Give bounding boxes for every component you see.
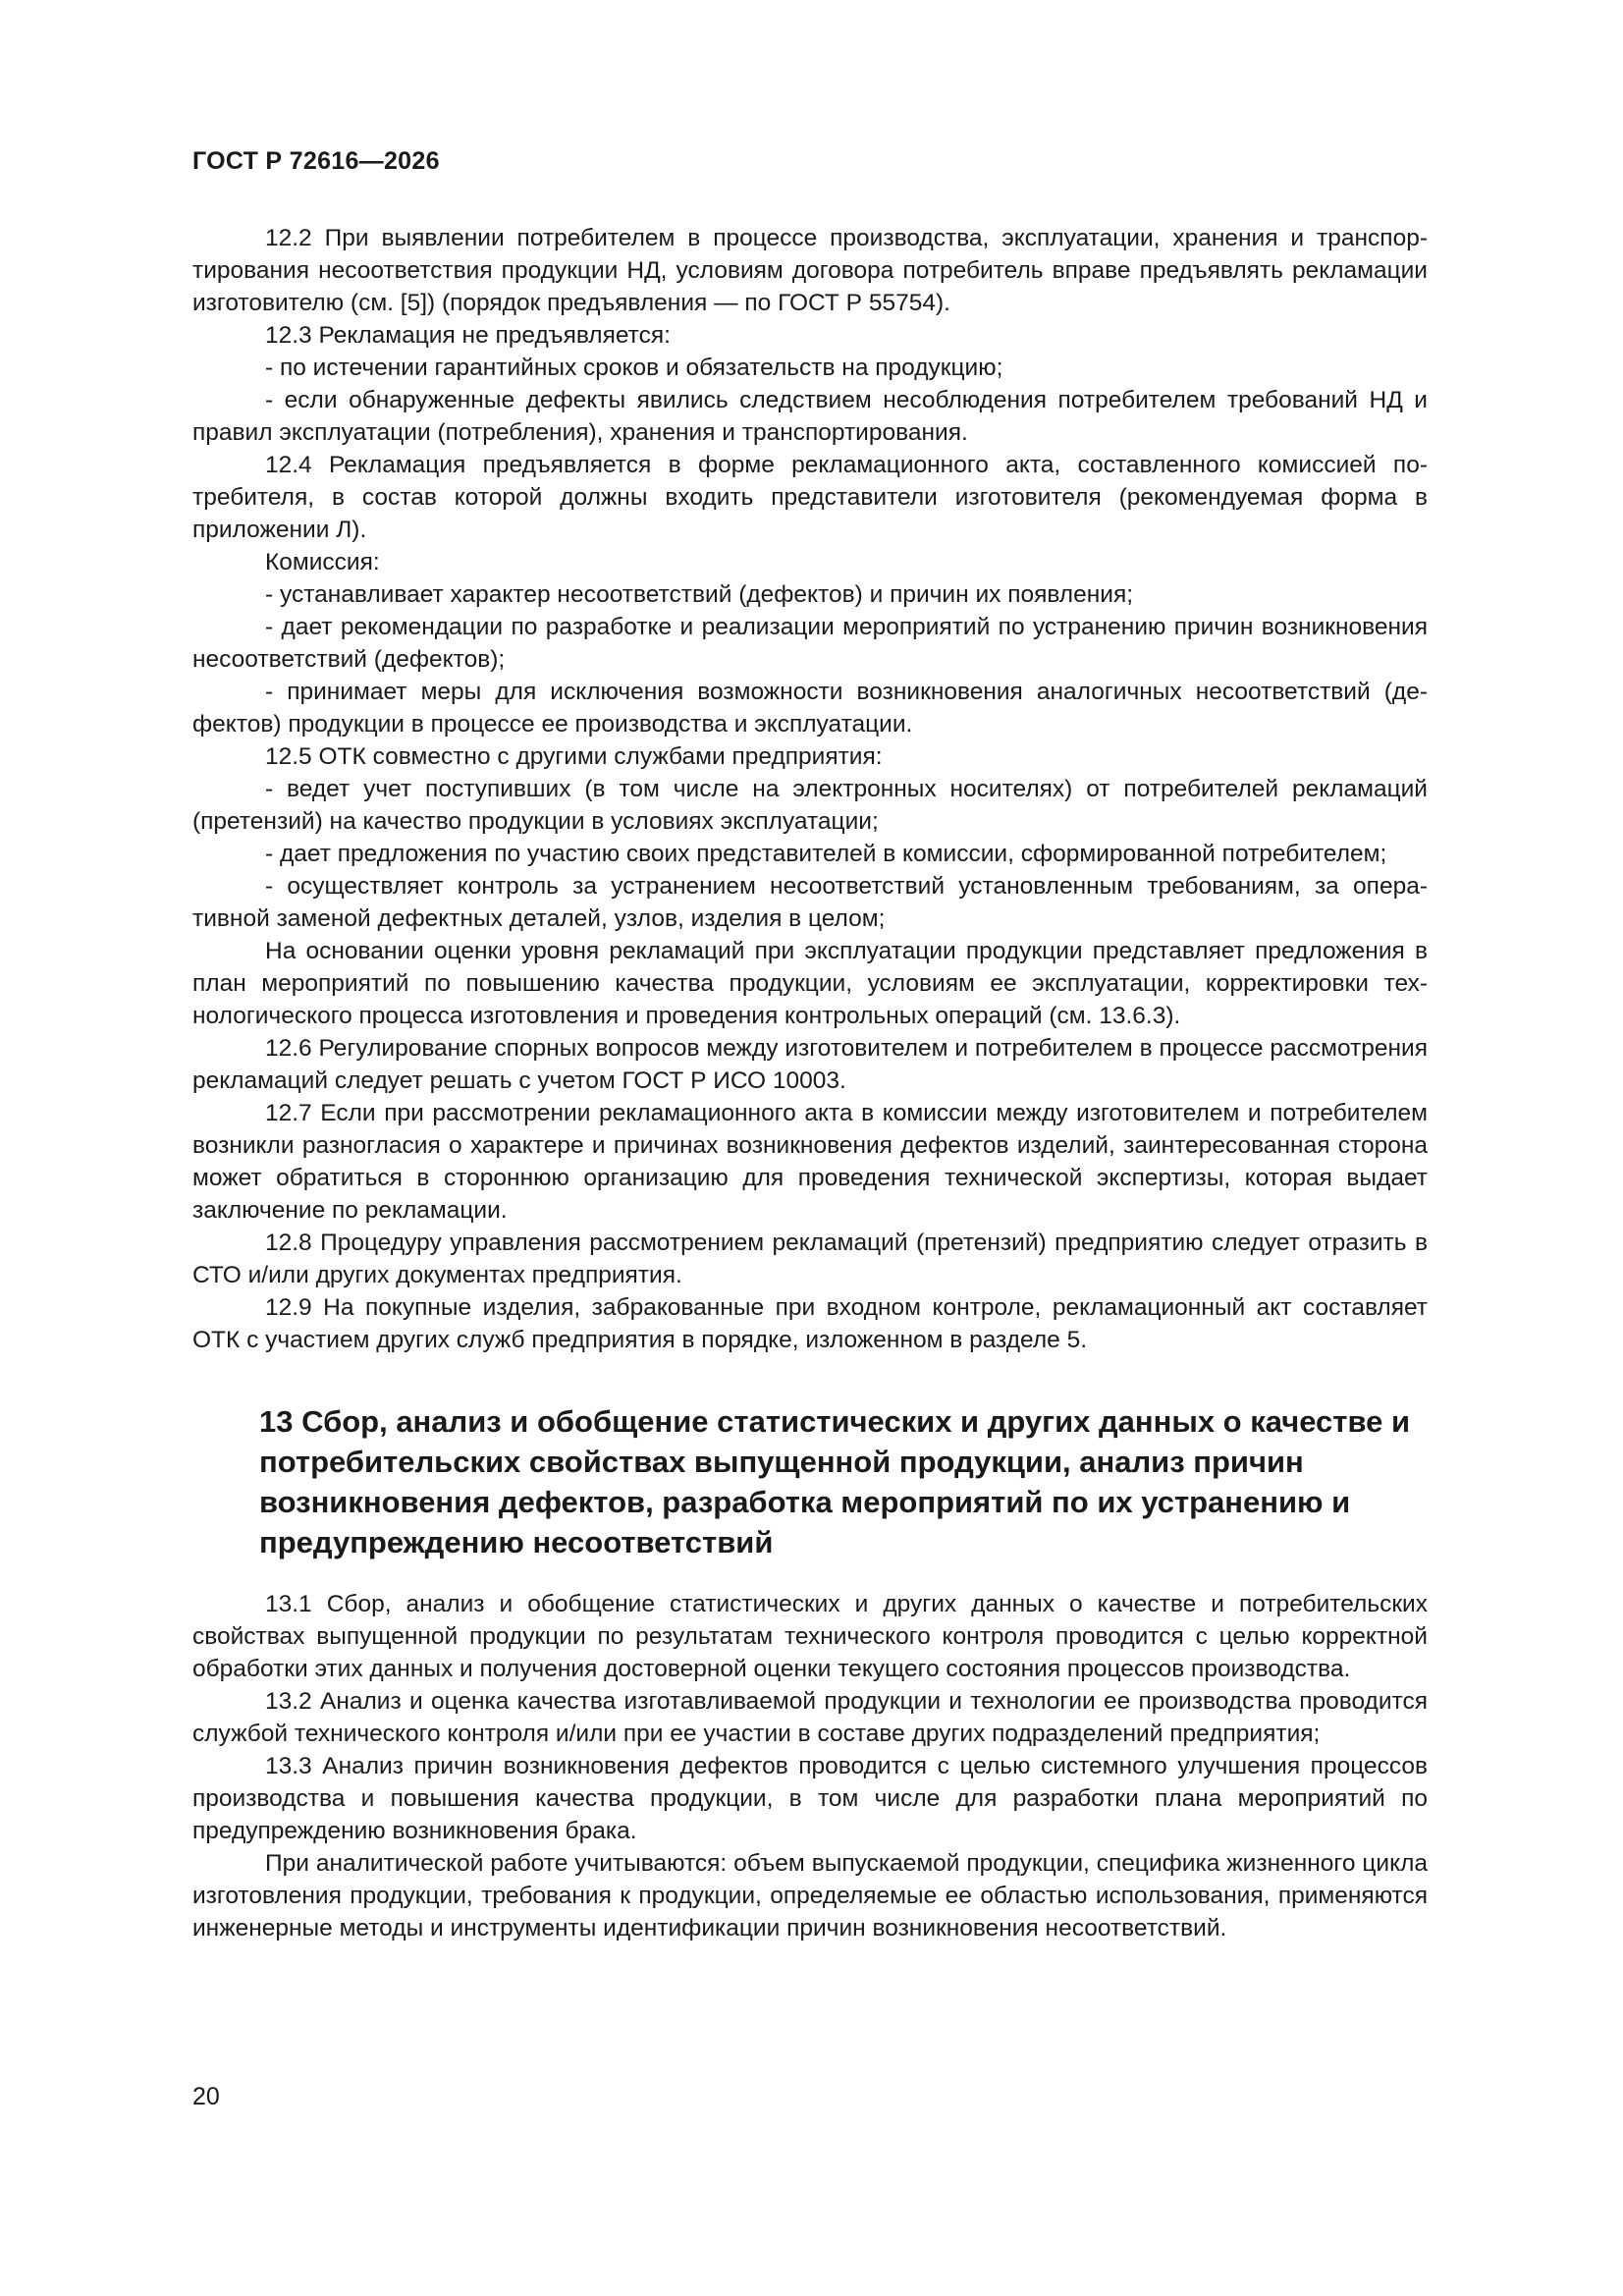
paragraph-12-4: 12.4 Рекламация предъявляется в форме рекламационного акта, составленного комиссией потребителя, в состав которой должны входить представители изготовителя (рекомендуемая форма в приложении Л).: [192, 452, 1428, 543]
paragraph-12-5: 12.5 ОТК совместно с другими службами предприятия:: [265, 743, 883, 770]
page-number: 20: [192, 2083, 220, 2110]
list-item: - осуществляет контроль за устранением несоответствий установленным требованиям, за оперативной заменой дефектных деталей, узлов, изделия в целом;: [192, 873, 1428, 932]
paragraph: На основании оценки уровня рекламаций при эксплуатации продукции представляет предложения в план мероприятий по повышению качества продукции, условиям ее эксплуатации, корректировки технологического процесса изготовления и проведения контрольных операций (см. 13.6.3).: [192, 938, 1428, 1029]
list-item: - по истечении гарантийных сроков и обязательств на продукцию;: [265, 355, 1003, 381]
paragraph-12-6: 12.6 Регулирование спорных вопросов между изготовителем и потребителем в процессе рассмотрения рекламаций следует решать с учетом ГОСТ Р ИСО 10003.: [192, 1035, 1428, 1094]
page-body: [192, 222, 1428, 1944]
section-13-heading: 13 Сбор, анализ и обобщение статистических и других данных о качестве и потребительских свойствах выпущенной продукции, анализ причин возникновения дефектов, разработка мероприятий по их устранению и предупреждению несоответствий: [259, 1404, 1411, 1559]
paragraph-13-2: 13.2 Анализ и оценка качества изготавливаемой продукции и технологии ее производства проводится службой технического контроля и/или при ее участии в составе других подразделений предприятия;: [192, 1688, 1428, 1747]
paragraph-13-3: 13.3 Анализ причин возникновения дефектов проводится с целью системного улучшения процессов производства и повышения качества продукции, в том числе для разработки плана мероприятий по предупреждению возникновения брака.: [192, 1753, 1428, 1844]
paragraph-12-3: 12.3 Рекламация не предъявляется:: [265, 322, 671, 349]
list-item: - принимает меры для исключения возможности возникновения аналогичных несоответствий (дефектов) продукции в процессе ее производства и эксплуатации.: [192, 679, 1428, 738]
paragraph-13-1: 13.1 Сбор, анализ и обобщение статистических и других данных о качестве и потребительских свойствах выпущенной продукции по результатам технического контроля проводится с целью корректной обработки этих данных и получения достоверной оценки текущего состояния процессов производства.: [192, 1591, 1428, 1682]
paragraph-12-8: 12.8 Процедуру управления рассмотрением рекламаций (претензий) предприятию следует отразить в СТО и/или других документах предприятия.: [192, 1230, 1428, 1288]
list-item: - дает рекомендации по разработке и реализации мероприятий по устранению причин возникновения несоответствий (дефектов);: [192, 614, 1428, 673]
paragraph-12-2: 12.2 При выявлении потребителем в процессе производства, эксплуатации, хранения и транспортирования несоответствия продукции НД, условиям договора потребитель вправе предъявлять рекламации изготовителю (см. [5]) (порядок предъявления — по ГОСТ Р 55754).: [192, 225, 1428, 316]
list-item: - устанавливает характер несоответствий (дефектов) и причин их появления;: [265, 581, 1134, 608]
list-item: - дает предложения по участию своих представителей в комиссии, сформированной потребителем;: [265, 841, 1387, 867]
list-item: - ведет учет поступивших (в том числе на электронных носителях) от потребителей рекламаций (претензий) на качество продукции в условиях эксплуатации;: [192, 776, 1428, 835]
document-header: ГОСТ Р 72616—2026: [192, 147, 440, 175]
commission-label: Комиссия:: [265, 549, 380, 575]
paragraph: При аналитической работе учитываются: объем выпускаемой продукции, специфика жизненного цикла изготовления продукции, требования к продукции, определяемые ее областью использования, применяются инженерные методы и инструменты идентификации причин возникновения несоответствий.: [192, 1850, 1428, 1941]
list-item: - если обнаруженные дефекты явились следствием несоблюдения потребителем требований НД и правил эксплуатации (потребления), хранения и транспортирования.: [192, 387, 1428, 446]
paragraph-12-7: 12.7 Если при рассмотрении рекламационного акта в комиссии между изготовителем и потребителем возникли разногласия о характере и причинах возникновения дефектов изделий, заинтересованная сторона может обратиться в стороннюю организацию для проведения технической экспертизы, которая выдает заключение по рекламации.: [192, 1100, 1428, 1224]
paragraph-12-9: 12.9 На покупные изделия, забракованные при входном контроле, рекламационный акт составляет ОТК с участием других служб предприятия в порядке, изложенном в разделе 5.: [192, 1294, 1428, 1353]
